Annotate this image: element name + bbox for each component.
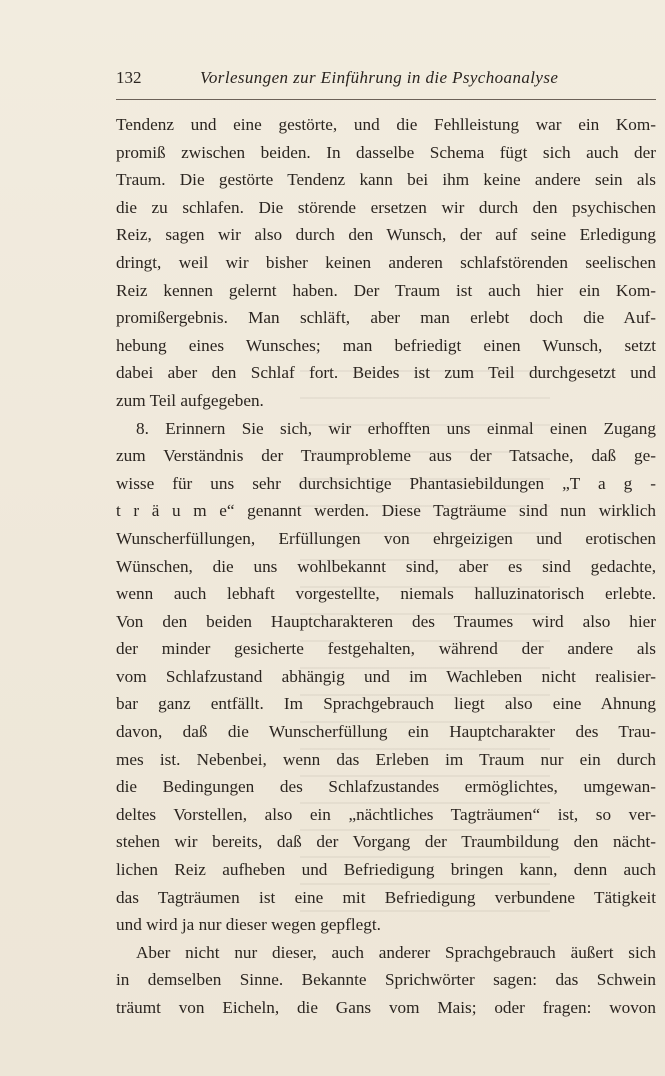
text-line: Traum. Die gestörte Tendenz kann bei ihm keine andere sein als xyxy=(116,170,656,190)
header-rule xyxy=(116,99,656,100)
text-line: und wird ja nur dieser wegen gepflegt. xyxy=(116,915,381,935)
text-line: lichen Reiz aufheben und Befriedigung bringen kann, denn auch xyxy=(116,860,656,880)
text-line: Tendenz und eine gestörte, und die Fehlleistung war ein Kom- xyxy=(116,115,656,134)
text-line: stehen wir bereits, daß der Vorgang der Traumbildung den nächt- xyxy=(116,832,656,852)
running-header xyxy=(116,66,656,96)
paragraph-start-line: Aber nicht nur dieser, auch anderer Sprachgebrauch äußert sich xyxy=(136,942,656,962)
text-line: Wunscherfüllungen, Erfüllungen von ehrgeizigen und erotischen xyxy=(116,528,656,548)
text-line: wisse für uns sehr durchsichtige Phantasiebildungen „T a g - xyxy=(116,473,656,493)
running-title: Vorlesungen zur Einführung in die Psychoanalyse xyxy=(200,68,559,87)
text-line: promiß zwischen beiden. In dasselbe Schema fügt sich auch der xyxy=(116,142,656,162)
page-number: 132 xyxy=(116,68,142,87)
text-line: das Tagträumen ist eine mit Befriedigung verbundene Tätigkeit xyxy=(116,887,656,907)
text-line: träumt von Eicheln, die Gans vom Mais; oder fragen: wovon xyxy=(116,998,656,1017)
text-line: t r ä u m e“ genannt werden. Diese Tagträume sind nun wirklich xyxy=(116,501,656,521)
text-line: mes ist. Nebenbei, wenn das Erleben im Traum nur ein durch xyxy=(116,749,656,769)
text-line: Reiz kennen gelernt haben. Der Traum ist auch hier ein Kom- xyxy=(116,280,656,300)
text-line: die zu schlafen. Die störende ersetzen wir durch den psychischen xyxy=(116,197,656,217)
text-line: dabei aber den Schlaf fort. Beides ist zum Teil durchgesetzt und xyxy=(116,363,656,383)
text-line: in demselben Sinne. Bekannte Sprichwörter sagen: das Schwein xyxy=(116,970,656,990)
text-line: vom Schlafzustand abhängig und im Wachleben nicht realisier- xyxy=(116,666,656,686)
text-line: zum Verständnis der Traumprobleme aus der Tatsache, daß ge- xyxy=(116,446,656,466)
text-line: dringt, weil wir bisher keinen anderen schlafstörenden seelischen xyxy=(116,252,656,272)
text-line: Von den beiden Hauptcharakteren des Traumes wird also hier xyxy=(116,611,656,631)
text-line: der minder gesicherte festgehalten, während der andere als xyxy=(116,639,656,659)
text-line: hebung eines Wunsches; man befriedigt einen Wunsch, setzt xyxy=(116,335,656,355)
body-text xyxy=(116,111,656,1022)
text-line: deltes Vorstellen, also ein „nächtliches Tagträumen“ ist, so ver- xyxy=(116,804,656,824)
paragraph-start-line: 8. Erinnern Sie sich, wir erhofften uns einmal einen Zugang xyxy=(136,418,656,438)
text-line: davon, daß die Wunscherfüllung ein Hauptcharakter des Trau- xyxy=(116,722,656,742)
text-line: die Bedingungen des Schlafzustandes ermöglichtes, umgewan- xyxy=(116,777,656,797)
text-line: zum Teil aufgegeben. xyxy=(116,390,264,410)
text-line: wenn auch lebhaft vorgestellte, niemals halluzinatorisch erlebte. xyxy=(116,584,656,604)
text-line: promißergebnis. Man schläft, aber man erlebt doch die Auf- xyxy=(116,308,656,328)
text-line: bar ganz entfällt. Im Sprachgebrauch liegt also eine Ahnung xyxy=(116,694,656,714)
text-line: Wünschen, die uns wohlbekannt sind, aber es sind gedachte, xyxy=(116,556,656,576)
text-line: Reiz, sagen wir also durch den Wunsch, der auf seine Erledigung xyxy=(116,225,656,245)
